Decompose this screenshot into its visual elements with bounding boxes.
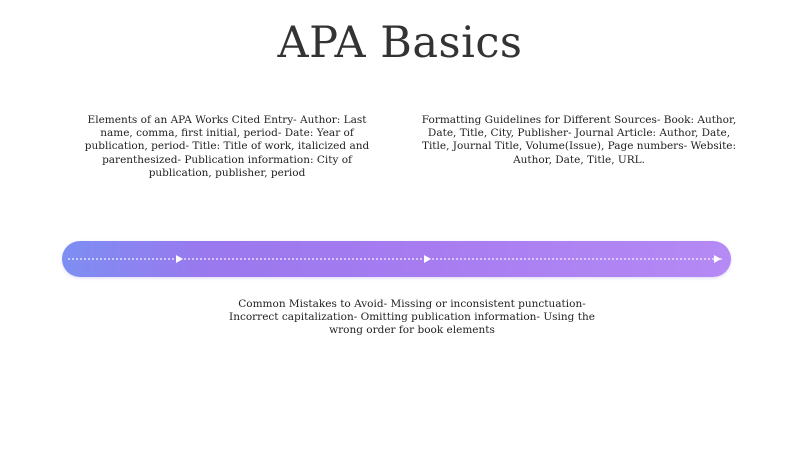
elements-text-block: Elements of an APA Works Cited Entry- Author: Last name, comma, first initial, period- Date: Year of publication, period- Title: Title of work, italicized and parenthesized- Publication information: City of publication, publisher, period — [84, 114, 370, 179]
arrow-right-icon — [176, 255, 183, 263]
arrow-right-icon — [714, 255, 721, 263]
formatting-text-block: Formatting Guidelines for Different Sources- Book: Author, Date, Title, City, Publisher- Journal Article: Author, Date, Title, Journal Title, Volume(Issue), Page numbers- Website: Author, Date, Title, URL. — [421, 114, 737, 166]
timeline-connector — [62, 241, 731, 277]
timeline-bar — [62, 241, 731, 277]
slide-title: APA Basics — [277, 18, 523, 68]
arrow-right-icon — [424, 255, 431, 263]
mistakes-text-block: Common Mistakes to Avoid- Missing or inconsistent punctuation- Incorrect capitalization- Omitting publication information- Using the wrong order for book elements — [229, 298, 595, 337]
